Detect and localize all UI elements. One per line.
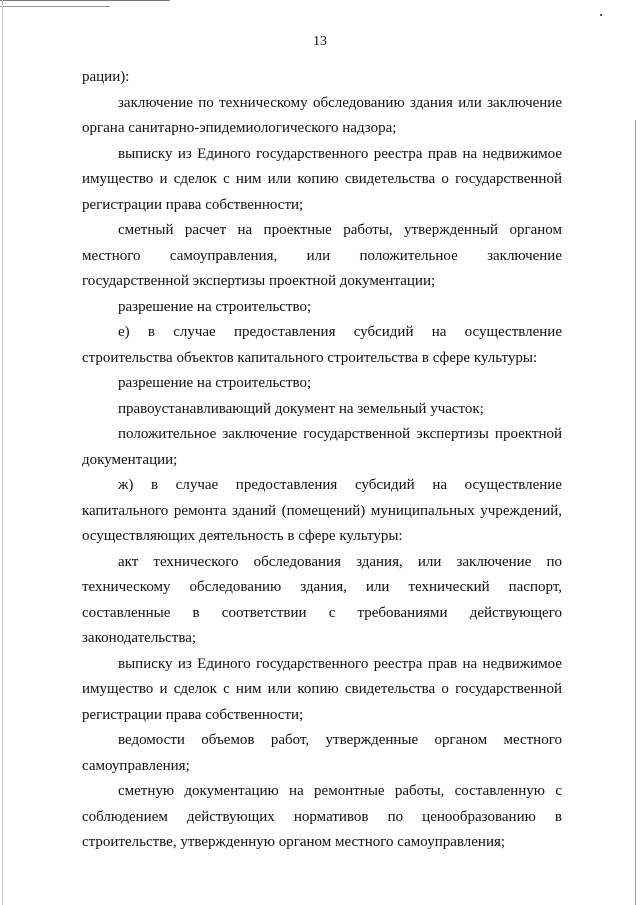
paragraph: сметный расчет на проектные работы, утвержденный органом местного самоуправления, или положительное заключение государственной экспертизы проектной документации;: [82, 222, 562, 289]
document-body: [82, 65, 562, 856]
paragraph: разрешение на строительство;: [118, 375, 312, 391]
paragraph: е) в случае предоставления субсидий на осуществление строительства объектов капитального строительства в сфере культуры:: [82, 324, 562, 366]
paragraph: акт технического обследования здания, или заключение по техническому обследованию здания, или технический паспорт, составленные в соответствии с требованиями действующего законодательства;: [82, 553, 562, 646]
paragraph: положительное заключение государственной экспертизы проектной документации;: [82, 426, 562, 468]
scan-artifact-dot: [600, 14, 602, 16]
scan-edge-left: [2, 0, 3, 905]
paragraph: ж) в случае предоставления субсидий на осуществление капитального ремонта зданий (помещений) муниципальных учреждений, осуществляющих деятельность в сфере культуры:: [82, 477, 562, 544]
paragraph: заключение по техническому обследованию здания или заключение органа санитарно-эпидемиологического надзора;: [82, 94, 562, 136]
page-number: 13: [313, 34, 327, 49]
paragraph: разрешение на строительство;: [118, 298, 312, 315]
scan-artifact-line: [0, 0, 170, 3]
scan-edge-right: [635, 120, 636, 905]
paragraph: правоустанавливающий документ на земельный участок;: [118, 400, 484, 417]
paragraph: сметную документацию на ремонтные работы, составленную с соблюдением действующих нормативов по ценообразованию в строительстве, утвержденную органом местного самоуправления;: [82, 783, 562, 850]
paragraph: ведомости объемов работ, утвержденные органом местного самоуправления;: [82, 732, 562, 774]
paragraph: выписку из Единого государственного реестра прав на недвижимое имущество и сделок с ним или копию свидетельства о государственной регистрации права собственности;: [82, 145, 562, 213]
scan-artifact-line: [0, 6, 110, 8]
paragraph: выписку из Единого государственного реестра прав на недвижимое имущество и сделок с ним или копию свидетельства о государственной регистрации права собственности;: [82, 655, 562, 723]
paragraph: рации):: [82, 69, 130, 85]
